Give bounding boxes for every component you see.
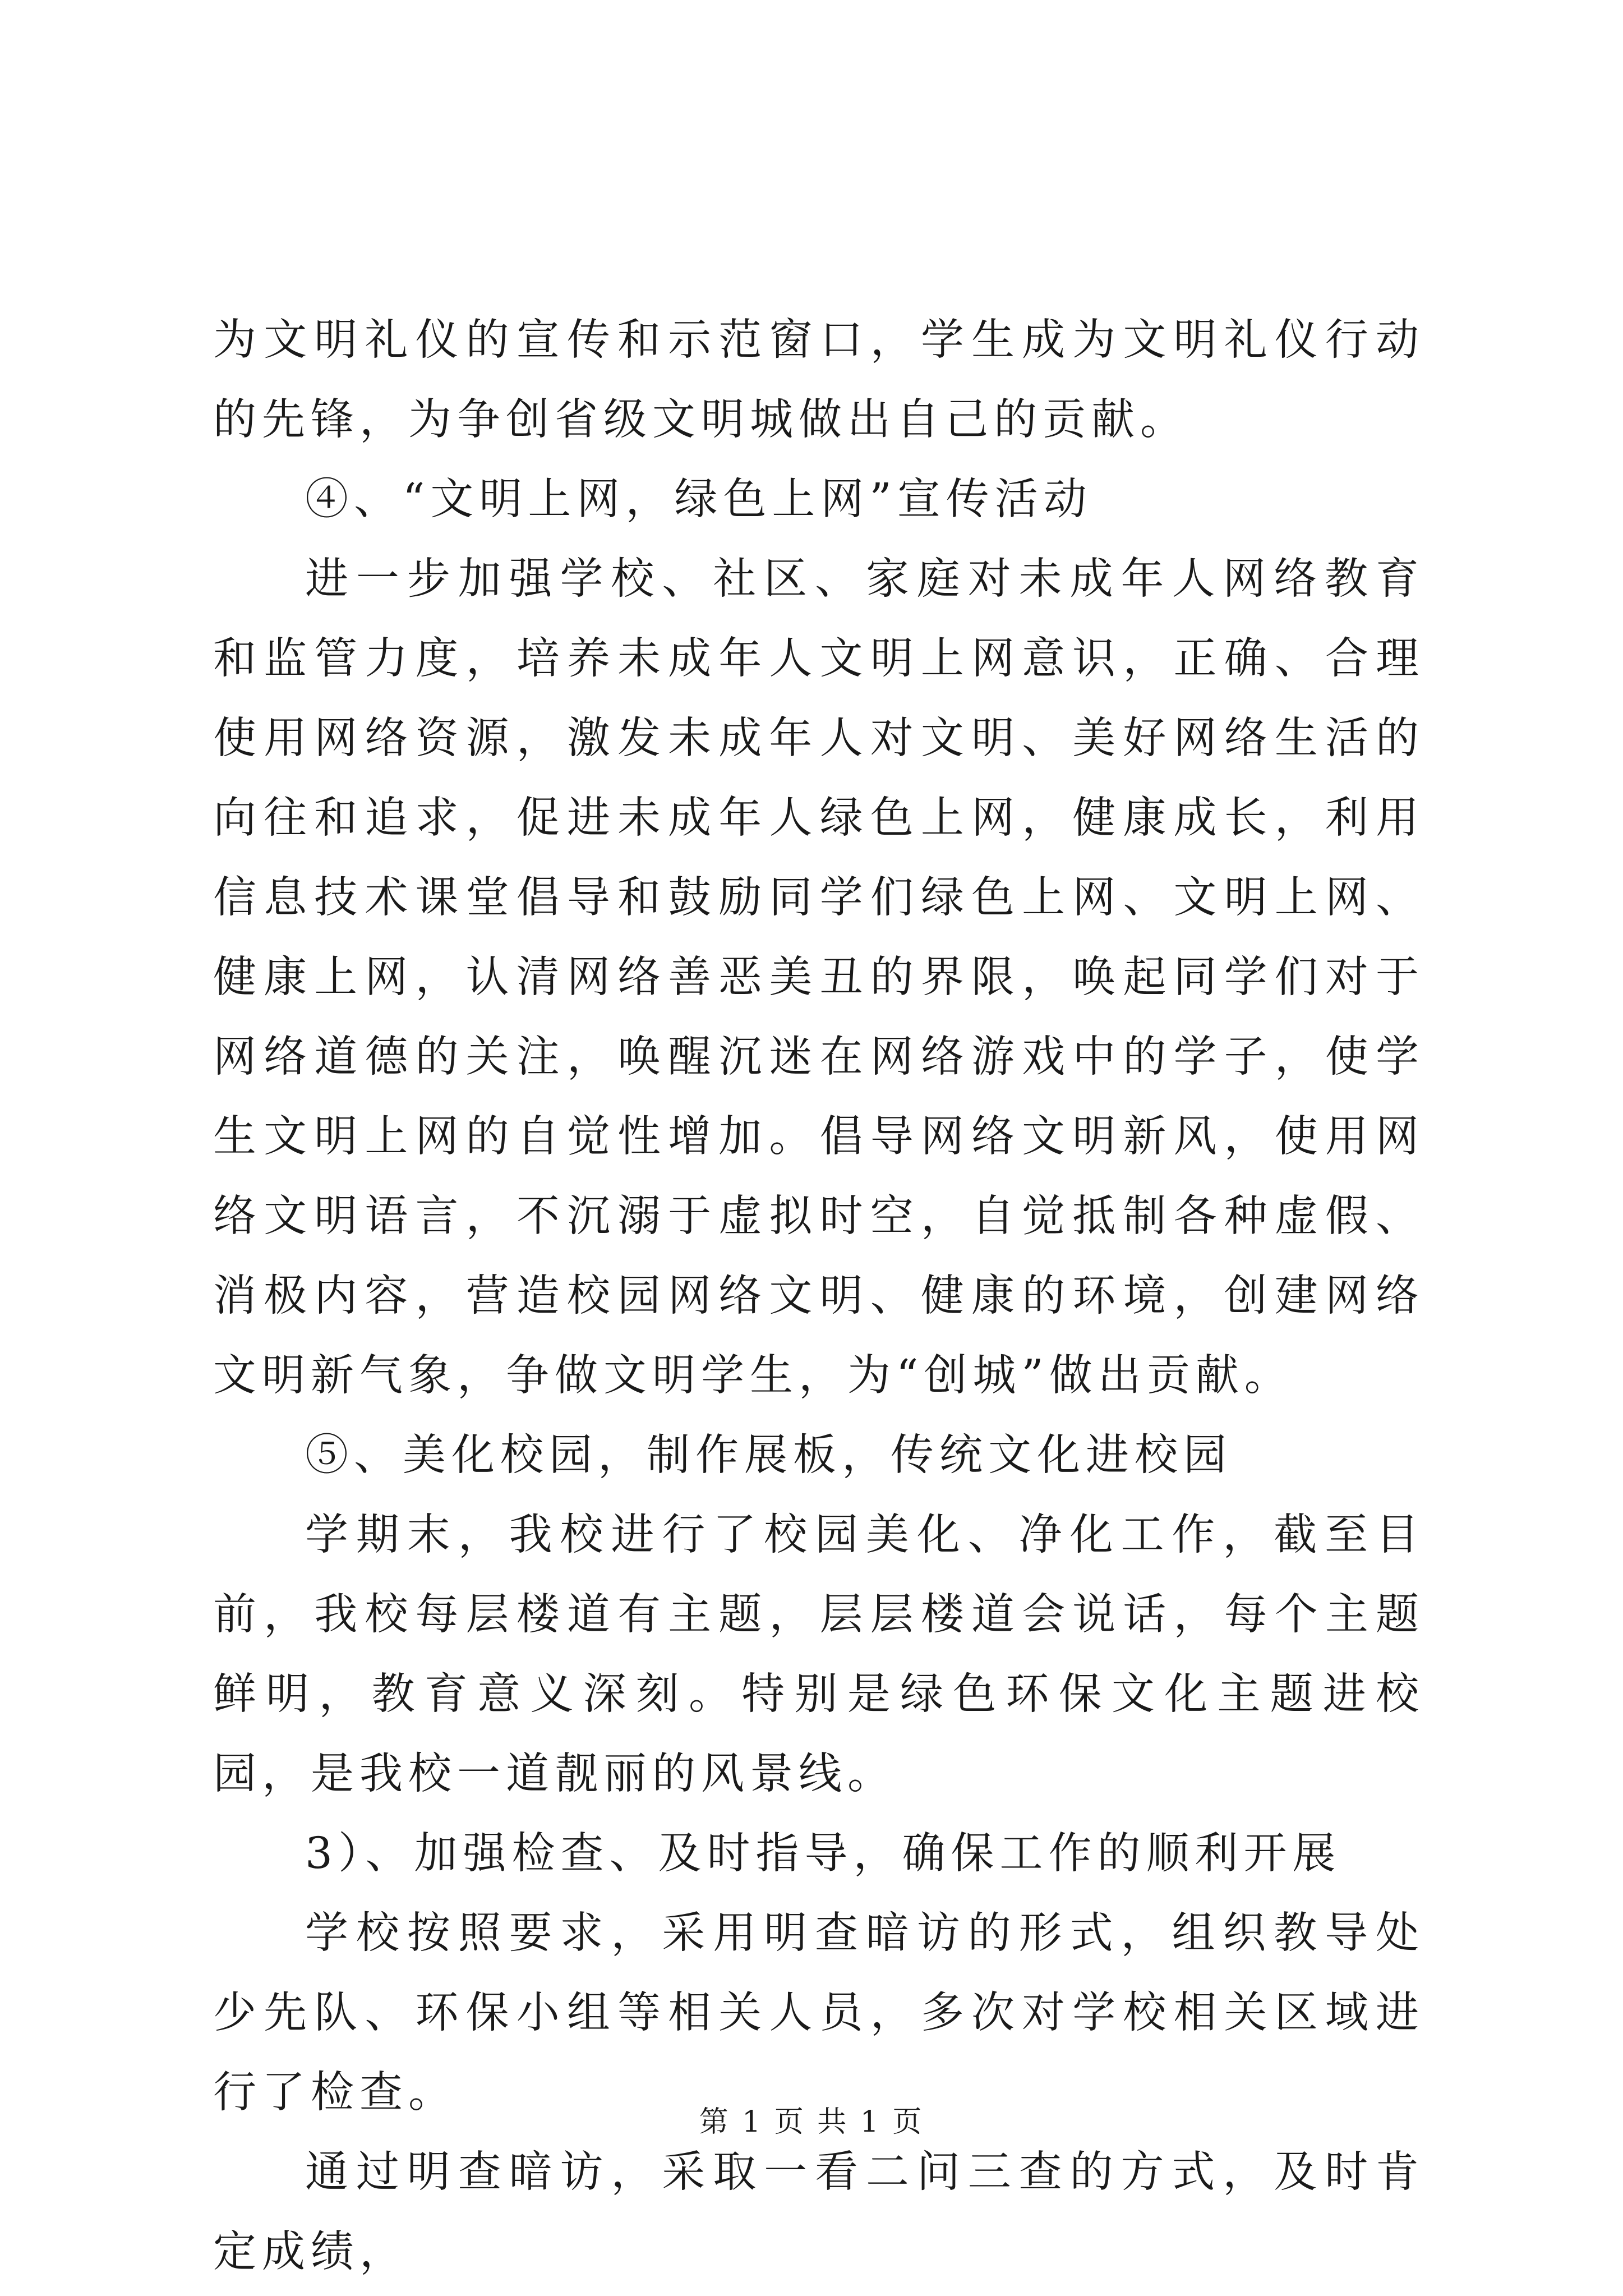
paragraph: 学期末，我校进行了校园美化、净化工作，截至目前，我校每层楼道有主题，层层楼道会说话，每个主题鲜明，教育意义深刻。特别是绿色环保文化主题进校园，是我校一道靓丽的风景线。 [213, 1510, 1424, 1799]
section-heading: ⑤、美化校园，制作展板，传统文化进校园 [305, 1430, 1232, 1480]
paragraph: 学校按照要求，采用明查暗访的形式，组织教导处少先队、环保小组等相关人员，多次对学校相关区域进行了检查。 [213, 1908, 1424, 2118]
page-number-footer: 第 1 页 共 1 页 [699, 2105, 924, 2139]
paragraph: 进一步加强学校、社区、家庭对未成年人网络教育和监管力度，培养未成年人文明上网意识，正确、合理使用网络资源，激发未成年人对文明、美好网络生活的向往和追求，促进未成年人绿色上网，健康成长，利用信息技术课堂倡导和鼓励同学们绿色上网、文明上网、健康上网，认清网络善恶美丑的界限，唤起同学们对于网络道德的关注，唤醒沉迷在网络游戏中的学子，使学生文明上网的自觉性增加。倡导网络文明新风，使用网络文明语言，不沉溺于虚拟时空，自觉抵制各种虚假、消极内容，营造校园网络文明、健康的环境，创建网络文明新气象，争做文明学生，为“创城”做出贡献。 [213, 554, 1424, 1401]
paragraph: 为文明礼仪的宣传和示范窗口，学生成为文明礼仪行动的先锋，为争创省级文明城做出自己的贡献。 [213, 315, 1424, 445]
document-body [213, 301, 1424, 2292]
section-heading: 3）、加强检查、及时指导，确保工作的顺利开展 [305, 1829, 1341, 1879]
section-heading: ④、“文明上网，绿色上网”宣传活动 [305, 475, 1092, 524]
paragraph: 通过明查暗访，采取一看二问三查的方式，及时肯定成绩， [213, 2147, 1424, 2277]
